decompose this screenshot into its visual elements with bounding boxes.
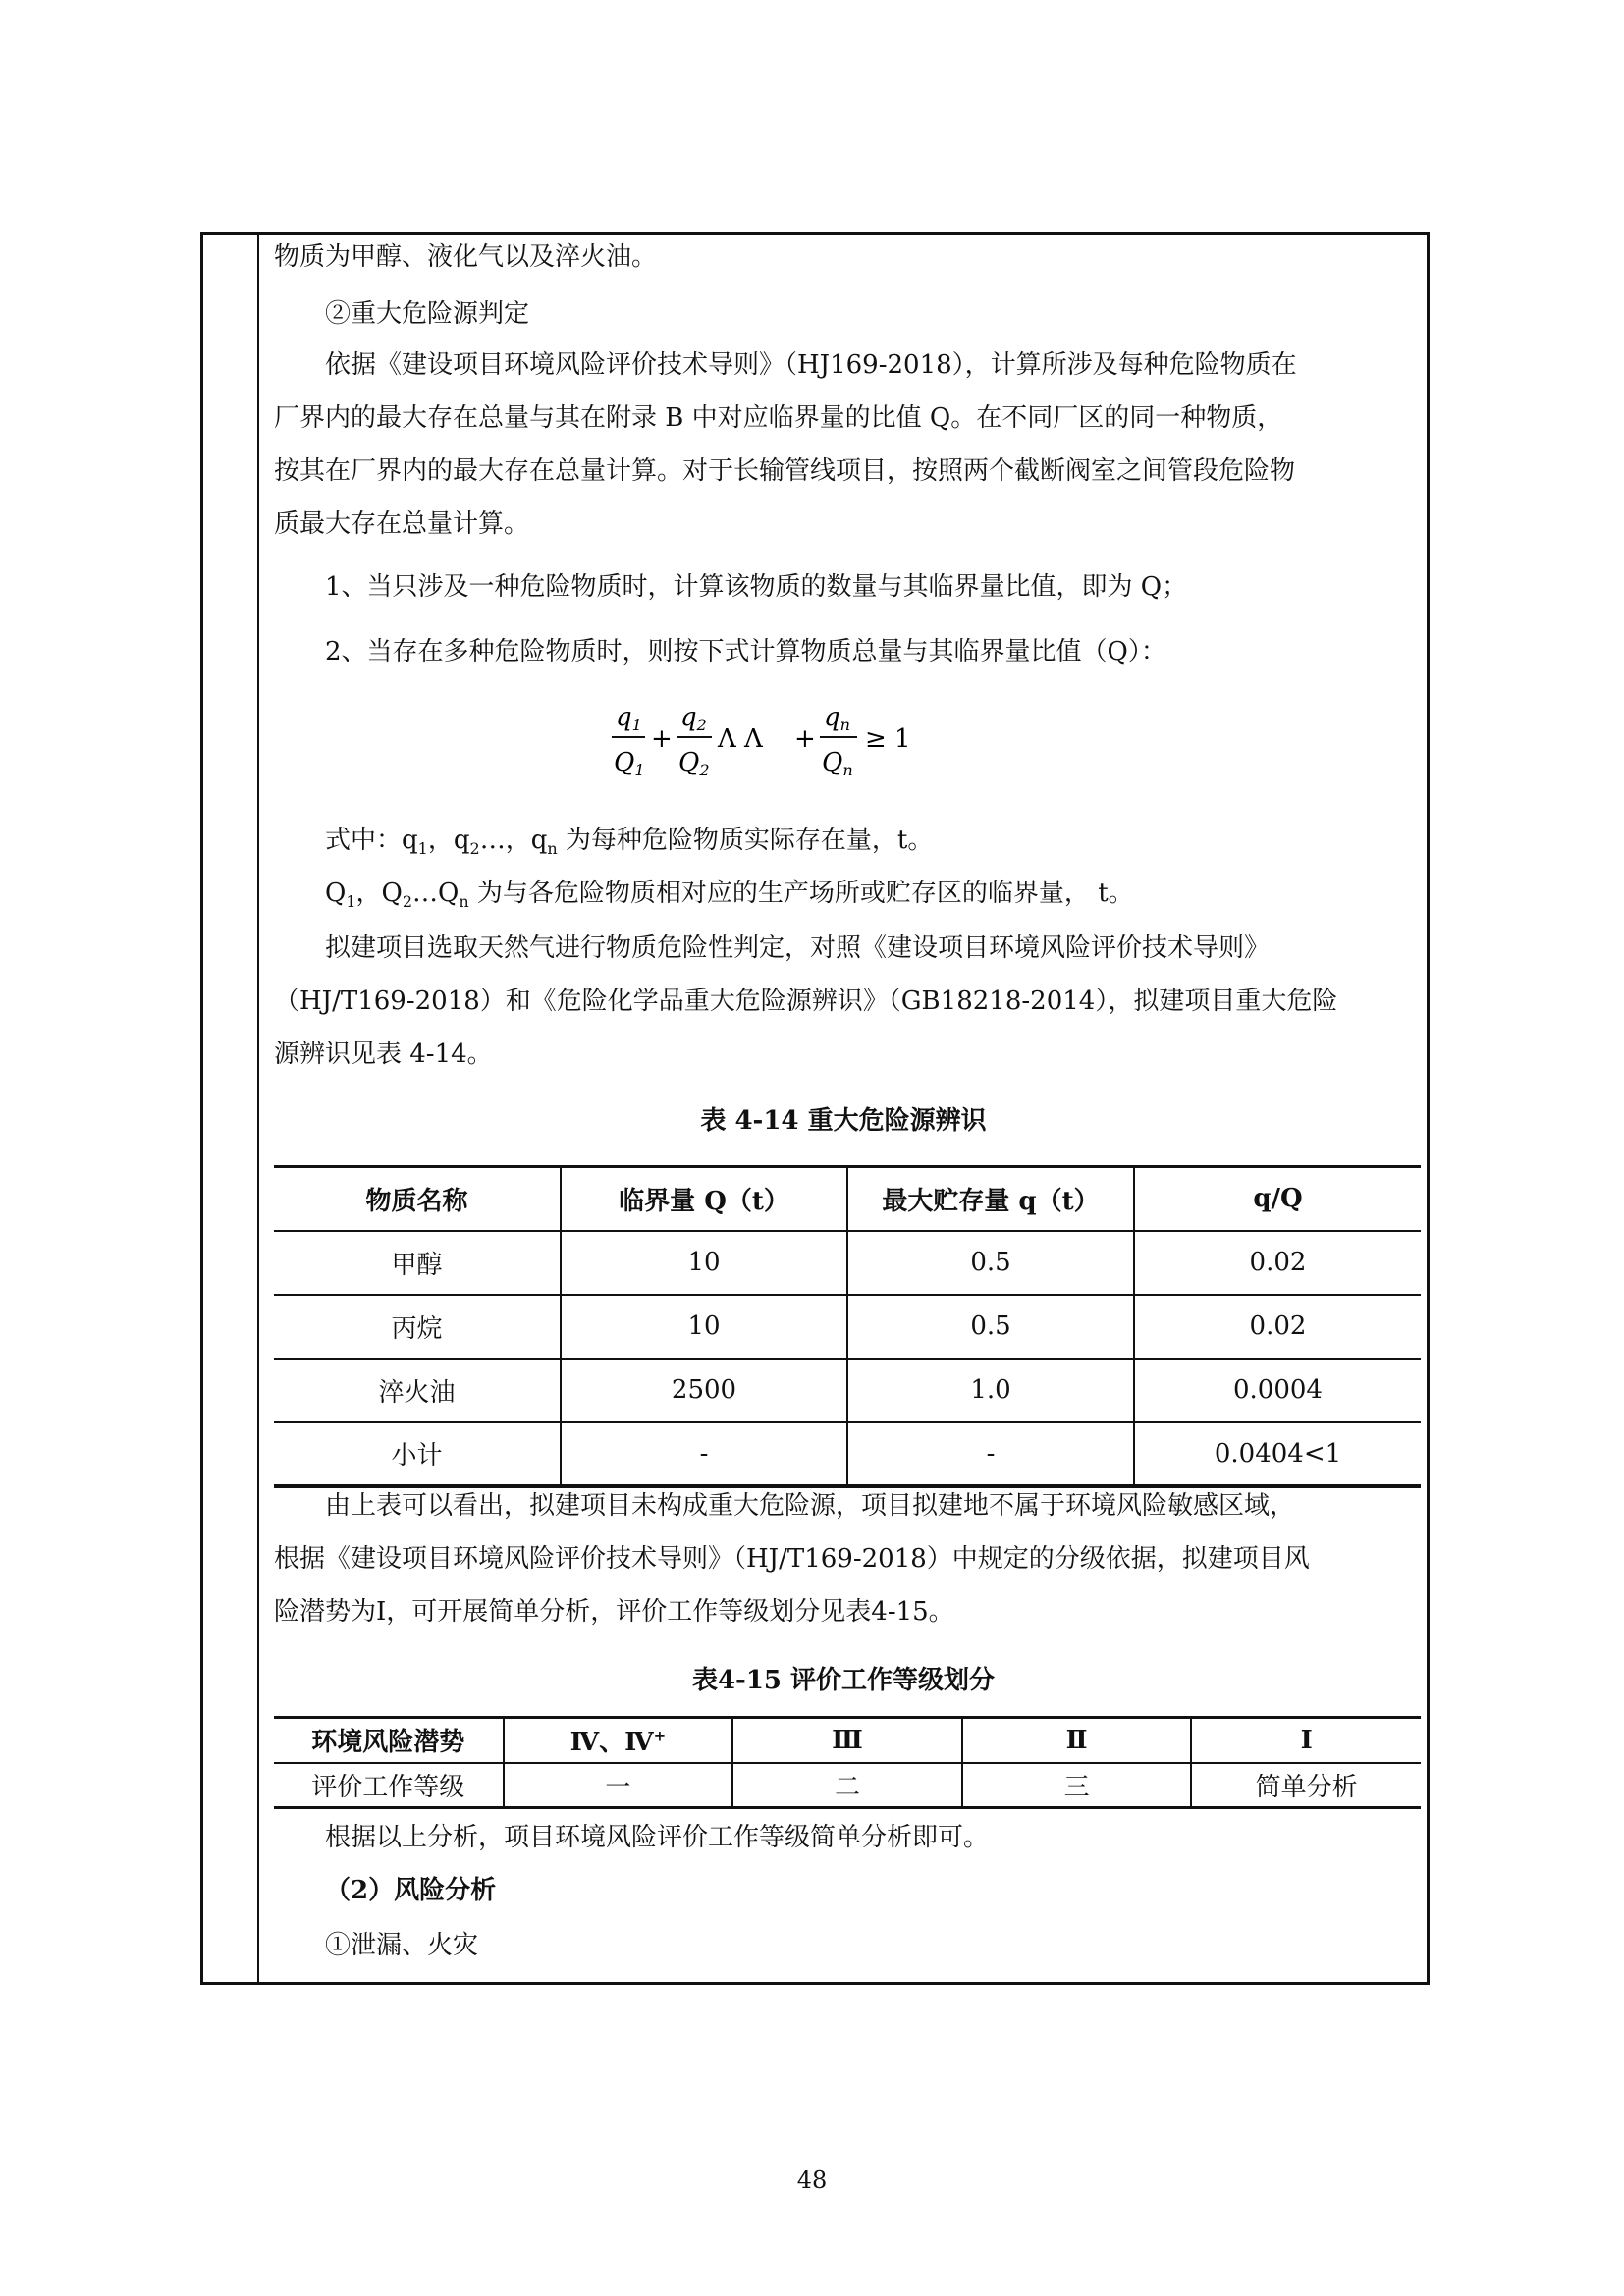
paragraph-basis-line2: 厂界内的最大存在总量与其在附录 B 中对应临界量的比值 Q。在不同厂区的同一种物质， <box>274 403 1283 433</box>
formula-Q1-denominator: Q1 <box>614 748 645 779</box>
cell-ratio: 0.02 <box>1134 1231 1421 1295</box>
rule-multiple-substances: 2、当存在多种危险物质时，则按下式计算物质总量与其临界量比值（Q）： <box>325 637 1166 667</box>
cell-max-storage: 1.0 <box>847 1359 1134 1422</box>
formula-q1-numerator: q1 <box>616 703 642 734</box>
heading-risk-analysis: （2）风险分析 <box>325 1876 497 1905</box>
paragraph-basis-line1: 依据《建设项目环境风险评价技术导则》（HJ169-2018），计算所涉及每种危险物质在 <box>325 350 1297 380</box>
cell-max-storage: 0.5 <box>847 1231 1134 1295</box>
cell-max-storage: - <box>847 1422 1134 1486</box>
header-level-4: Ⅳ、Ⅳ+ <box>504 1718 733 1763</box>
cell-threshold: 10 <box>561 1295 847 1359</box>
paragraph-basis-line3: 按其在厂界内的最大存在总量计算。对于长输管线项目，按照两个截断阀室之间管段危险物 <box>274 456 1296 486</box>
major-hazard-table <box>274 1165 1421 1488</box>
cell-grade: 三 <box>962 1763 1192 1808</box>
table-row <box>274 1295 1421 1359</box>
header-risk-potential: 环境风险潜势 <box>274 1718 504 1763</box>
heading-major-hazard: ②重大危险源判定 <box>325 299 530 329</box>
cell-grade: 一 <box>504 1763 733 1808</box>
formula-ellipsis: Λ Λ <box>718 724 763 754</box>
paragraph-grade-conclusion: 根据以上分析，项目环境风险评价工作等级简单分析即可。 <box>325 1823 990 1852</box>
cell-threshold: 10 <box>561 1231 847 1295</box>
formula-q2-numerator: q2 <box>680 703 707 734</box>
cell-ratio: 0.02 <box>1134 1295 1421 1359</box>
formula-Q2-denominator: Q2 <box>678 748 710 779</box>
table-header-row <box>274 1167 1421 1231</box>
paragraph-conclusion-line1: 由上表可以看出，拟建项目未构成重大危险源，项目拟建地不属于环境风险敏感区域， <box>325 1491 1296 1521</box>
formula-qn-numerator: qn <box>824 703 850 734</box>
cell-grade: 简单分析 <box>1191 1763 1421 1808</box>
cell-substance: 小计 <box>391 1441 443 1470</box>
formula-plus-2: + <box>794 724 816 754</box>
report-form-frame <box>200 232 1430 1985</box>
formula-legend-Q: $Q_1$，$Q_2\dots Q_n$ 为与各危险物质相对应的生产场所或贮存区的临界量， t。 <box>325 879 1134 912</box>
formula-plus-1: + <box>651 724 673 754</box>
paragraph-substances: 物质为甲醇、液化气以及淬火油。 <box>274 242 658 272</box>
table-row <box>274 1231 1421 1295</box>
paragraph-basis-line4: 质最大存在总量计算。 <box>274 509 530 539</box>
formula-geq-one: ≥ 1 <box>865 724 911 754</box>
page-number: 48 <box>796 2166 828 2194</box>
cell-max-storage: 0.5 <box>847 1295 1134 1359</box>
heading-leak-fire: ①泄漏、火灾 <box>325 1931 479 1960</box>
table-row <box>274 1359 1421 1422</box>
header-ratio: q/Q <box>1134 1167 1421 1231</box>
header-level-2: Ⅱ <box>962 1718 1192 1763</box>
paragraph-conclusion-line2: 根据《建设项目环境风险评价技术导则》（HJ/T169-2018）中规定的分级依据，拟建项目风 <box>274 1544 1310 1574</box>
cell-substance: 丙烷 <box>274 1295 561 1359</box>
cell-ratio: 0.0004 <box>1134 1359 1421 1422</box>
hazard-ratio-formula <box>612 694 1004 782</box>
cell-threshold: - <box>561 1422 847 1486</box>
cell-ratio: 0.0404<1 <box>1134 1422 1421 1486</box>
table-4-15-caption: 表4-15 评价工作等级划分 <box>691 1666 996 1695</box>
table-4-14-caption: 表 4-14 重大危险源辨识 <box>700 1106 987 1136</box>
header-level-1: Ⅰ <box>1191 1718 1421 1763</box>
rule-single-substance: 1、当只涉及一种危险物质时，计算该物质的数量与其临界量比值，即为 Q； <box>325 572 1188 602</box>
formula-legend-q: 式中：$q_1$，$q_2\dots$，$q_n$ 为每种危险物质实际存在量，t。 <box>325 826 934 859</box>
evaluation-grade-table <box>274 1716 1421 1809</box>
cell-substance: 甲醇 <box>274 1231 561 1295</box>
left-label-column <box>257 235 259 1982</box>
paragraph-conclusion-line3: 险潜势为Ⅰ，可开展简单分析，评价工作等级划分见表4-15。 <box>274 1597 954 1627</box>
header-max-storage: 最大贮存量 q（t） <box>847 1167 1134 1231</box>
header-threshold: 临界量 Q（t） <box>561 1167 847 1231</box>
cell-threshold: 2500 <box>561 1359 847 1422</box>
cell-grade: 二 <box>732 1763 962 1808</box>
paragraph-comparison-line3: 源辨识见表 4-14。 <box>274 1040 493 1069</box>
cell-substance: 淬火油 <box>274 1359 561 1422</box>
cell-grade-label: 评价工作等级 <box>311 1772 465 1802</box>
table-header-row <box>274 1718 1421 1763</box>
table-row-subtotal <box>274 1422 1421 1486</box>
header-level-3: Ⅲ <box>732 1718 962 1763</box>
table-row <box>274 1763 1421 1808</box>
formula-Qn-denominator: Qn <box>822 748 853 779</box>
paragraph-comparison-line1: 拟建项目选取天然气进行物质危险性判定，对照《建设项目环境风险评价技术导则》 <box>325 934 1271 963</box>
paragraph-comparison-line2: （HJ/T169-2018）和《危险化学品重大危险源辨识》（GB18218-2014），拟建项目重大危险 <box>274 987 1338 1016</box>
header-substance: 物质名称 <box>274 1167 561 1231</box>
